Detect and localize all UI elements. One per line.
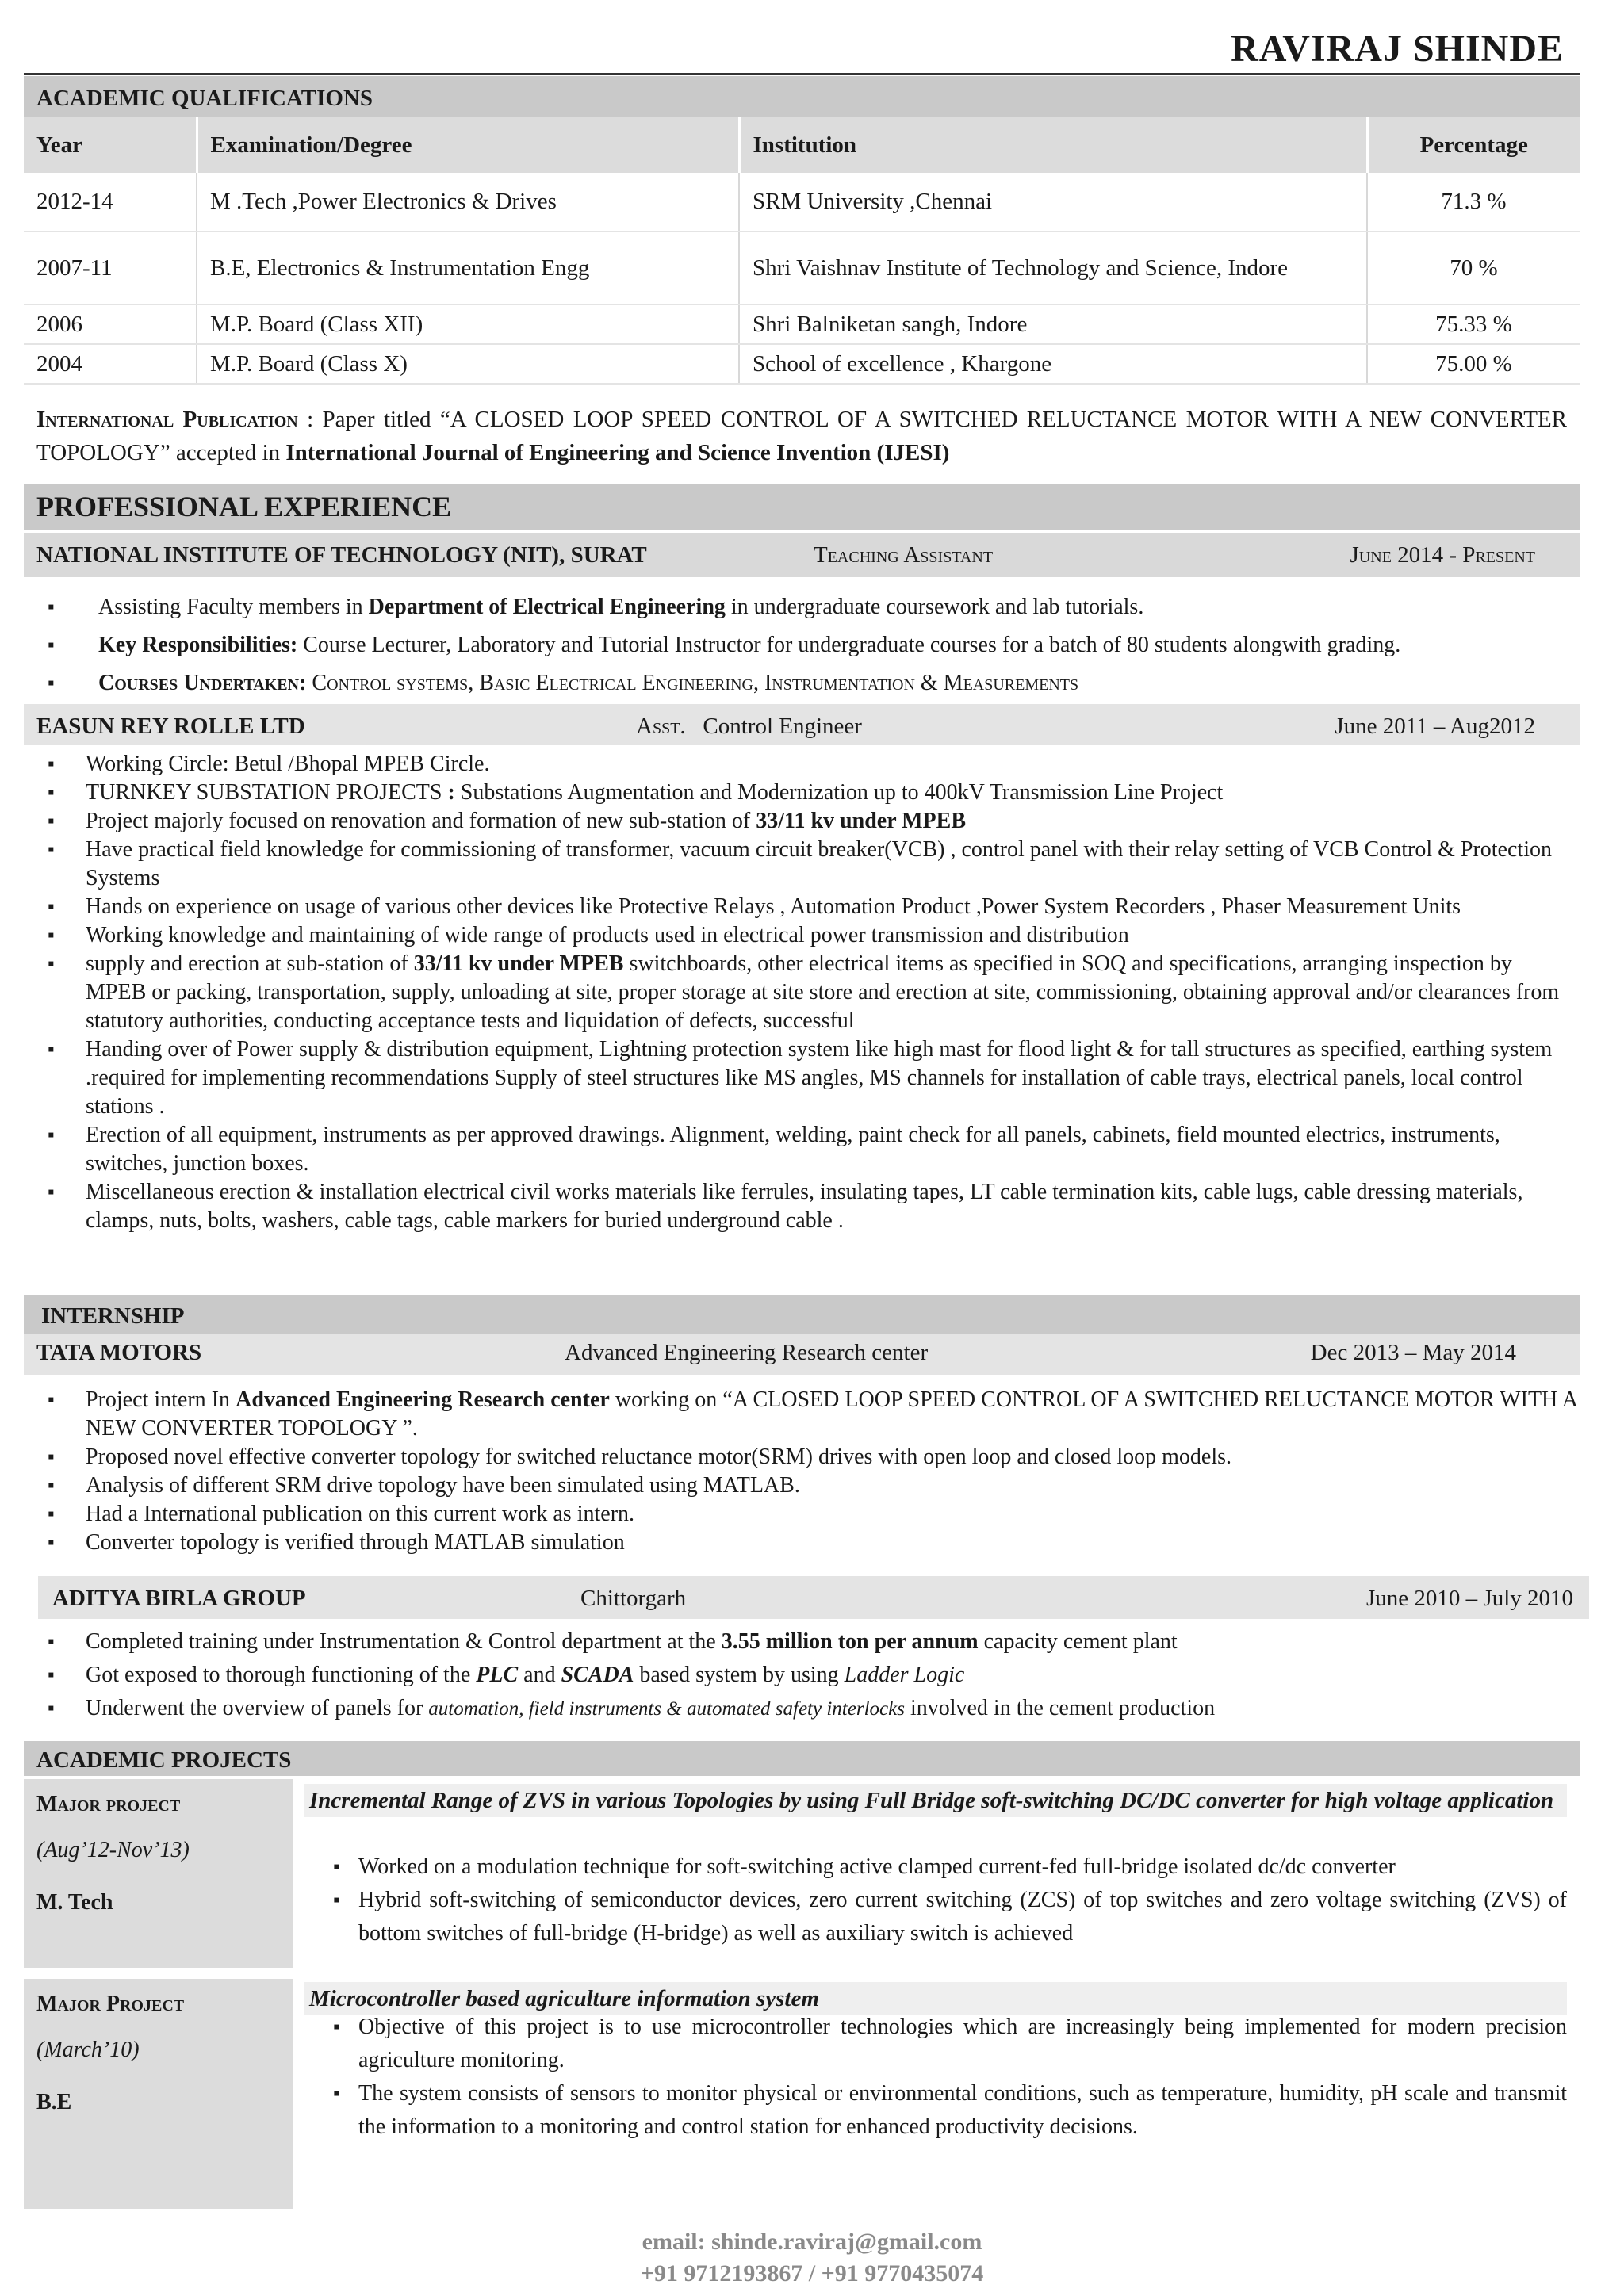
cell-percentage: 70 % [1367,232,1580,304]
publication-journal: International Journal of Engineering and Science Invention (IJESI) [285,440,950,465]
project-2-degree: B.E [36,2090,72,2114]
footer-email: email: shinde.raviraj@gmail.com [642,2229,982,2255]
easun-bullets [48,750,1578,1235]
tata-dates: Dec 2013 – May 2014 [1310,1340,1516,1365]
list-item: ▪ Key Responsibilities: Course Lecturer, Laboratory and Tutorial Instructor for undergraduate courses for a batch of 80 students alongwith grading. [48,626,1554,664]
nit-org: NATIONAL INSTITUTE OF TECHNOLOGY (NIT), SURAT [36,542,647,568]
cell-institution: School of excellence , Khargone [739,344,1367,384]
nit-bullets [48,588,1554,702]
easun-header [24,704,1580,745]
list-item: ▪ Erection of all equipment, instruments as per approved drawings. Alignment, welding, paint check for all panels, cabinets, field mounted electrics, instruments, switches, junction boxes. [48,1121,1578,1178]
aditya-header [38,1576,1589,1619]
cell-degree: M.P. Board (Class X) [197,344,739,384]
list-item: ▪ Project intern In Advanced Engineering Research center working on “A CLOSED LOOP SPEED CONTROL OF A SWITCHED RELUCTANCE MOTOR WITH A NEW CONVERTER TOPOLOGY ”. [48,1386,1578,1443]
cell-percentage: 75.00 % [1367,344,1580,384]
cell-percentage: 71.3 % [1367,173,1580,232]
cell-degree: B.E, Electronics & Instrumentation Engg [197,232,739,304]
projects-section-title: ACADEMIC PROJECTS [24,1741,1580,1776]
project-1-label: Major project [36,1792,181,1816]
table-row [24,232,1580,304]
cell-institution: Shri Vaishnav Institute of Technology and Science, Indore [739,232,1367,304]
project-1-meta [24,1779,293,1968]
academic-section-title: ACADEMIC QUALIFICATIONS [24,76,1580,117]
cell-institution: SRM University ,Chennai [739,173,1367,232]
cell-year: 2006 [24,304,197,344]
list-item: ▪ Objective of this project is to use microcontroller technologies which are increasingly being implemented for modern precision agriculture monitoring. [333,2011,1567,2077]
list-item: ▪ Underwent the overview of panels for automation, field instruments & automated safety interlocks involved in the cement production [48,1692,1578,1726]
header-year: Year [24,117,197,173]
list-item: ▪ Converter topology is verified through MATLAB simulation [48,1529,1578,1557]
list-item: ▪ supply and erection at sub-station of 33/11 kv under MPEB switchboards, other electrical items as specified in SOQ and specifications, arranging inspection by MPEB or packing, transportation, supply, unloading at site, proper storage at site store and erection at site, commissioning, obtaining approval and/or clearances from statutory authorities, conducting acceptance tests and liquidation of defects, successful [48,950,1578,1035]
aditya-place: Chittorgarh [580,1586,687,1611]
list-item: ▪ Analysis of different SRM drive topology have been simulated using MATLAB. [48,1471,1578,1500]
list-item: ▪ Hands on experience on usage of various other devices like Protective Relays , Automation Product ,Power System Recorders , Phaser Measurement Units [48,893,1578,921]
publication-text: : Paper titled “A CLOSED LOOP SPEED CONTROL OF A SWITCHED RELUCTANCE MOTOR WITH A NEW CONVERTER TOPOLOGY” accepted in [36,407,1567,465]
table-row [24,304,1580,344]
project-1-heading: Incremental Range of ZVS in various Topologies by using Full Bridge soft-switching DC/DC converter for high voltage application [304,1784,1567,1817]
project-2-bullets [333,2011,1567,2144]
aditya-dates: June 2010 – July 2010 [1366,1586,1573,1611]
list-item: ▪ The system consists of sensors to monitor physical or environmental conditions, such as temperature, humidity, pH scale and transmit the information to a monitoring and control station for enhanced productivity decisions. [333,2077,1567,2144]
aditya-bullets [48,1625,1578,1726]
internship-section-title: INTERNSHIP [24,1295,1580,1334]
project-1-bullets [333,1850,1567,1950]
list-item: ▪ Proposed novel effective converter topology for switched reluctance motor(SRM) drives with open loop and closed loop models. [48,1443,1578,1471]
list-item: ▪ Got exposed to thorough functioning of the PLC and SCADA based system by using Ladder Logic [48,1659,1578,1692]
list-item: ▪ Project majorly focused on renovation and formation of new sub-station of 33/11 kv under MPEB [48,807,1578,836]
cell-year: 2007-11 [24,232,197,304]
project-2-meta [24,1979,293,2209]
header-percentage: Percentage [1367,117,1580,173]
publication-line [36,403,1567,469]
nit-dates: June 2014 - Present [1350,542,1535,568]
publication-label: International Publication [36,407,298,432]
header-institution: Institution [739,117,1367,173]
list-item: ▪ Courses Undertaken: Control systems, Basic Electrical Engineering, Instrumentation & Measurements [48,664,1554,702]
academic-table [24,117,1580,385]
cell-degree: M.P. Board (Class XII) [197,304,739,344]
list-item: ▪ Miscellaneous erection & installation electrical civil works materials like ferrules, insulating tapes, LT cable termination kits, cable lugs, cable dressing materials, clamps, nuts, bolts, washers, cable tags, cable markers for buried underground cable . [48,1178,1578,1235]
tata-bullets [48,1386,1578,1557]
cell-year: 2012-14 [24,173,197,232]
table-row [24,344,1580,384]
easun-role: Asst. Control Engineer [636,714,862,739]
easun-dates: June 2011 – Aug2012 [1335,714,1535,739]
cell-year: 2004 [24,344,197,384]
project-2-label: Major Project [36,1992,185,2016]
list-item: ▪ Have practical field knowledge for commissioning of transformer, vacuum circuit breaker(VCB) , control panel with their relay setting of VCB Control & Protection Systems [48,836,1578,893]
list-item: ▪ Handing over of Power supply & distribution equipment, Lightning protection system like high mast for flood light & for tall structures as specified, earthing system .required for implementing recommendations Supply of steel structures like MS angles, MS channels for installation of cable trays, electrical panels, local control stations . [48,1035,1578,1121]
project-2-heading: Microcontroller based agriculture information system [304,1982,1567,2015]
cell-percentage: 75.33 % [1367,304,1580,344]
aditya-org: ADITYA BIRLA GROUP [52,1586,306,1611]
footer-phones: +91 9712193867 / +91 9770435074 [640,2260,984,2286]
cell-institution: Shri Balniketan sangh, Indore [739,304,1367,344]
nit-role: Teaching Assistant [814,542,994,568]
tata-org: TATA MOTORS [36,1340,202,1365]
list-item: ▪ Hybrid soft-switching of semiconductor devices, zero current switching (ZCS) of top switches and zero voltage switching (ZVS) of bottom switches of full-bridge (H-bridge) as well as auxiliary switch is achieved [333,1884,1567,1950]
list-item: ▪ Assisting Faculty members in Department of Electrical Engineering in undergraduate coursework and lab tutorials. [48,588,1554,626]
list-item: ▪ Worked on a modulation technique for soft-switching active clamped current-fed full-bridge isolated dc/dc converter [333,1850,1567,1884]
tata-dept: Advanced Engineering Research center [565,1340,929,1365]
experience-section-title: PROFESSIONAL EXPERIENCE [24,484,1580,530]
project-1-date: (Aug’12-Nov’13) [36,1838,190,1862]
list-item: ▪ Had a International publication on this current work as intern. [48,1500,1578,1529]
table-header-row [24,117,1580,173]
easun-org: EASUN REY ROLLE LTD [36,714,305,739]
nit-header [24,533,1580,577]
table-row [24,173,1580,232]
name-divider [24,73,1580,75]
list-item: ▪ Completed training under Instrumentation & Control department at the 3.55 million ton per annum capacity cement plant [48,1625,1578,1659]
list-item: ▪ Working Circle: Betul /Bhopal MPEB Circle. [48,750,1578,779]
cell-degree: M .Tech ,Power Electronics & Drives [197,173,739,232]
header-degree: Examination/Degree [197,117,739,173]
project-2-date: (March’10) [36,2038,140,2062]
list-item: ▪ TURNKEY SUBSTATION PROJECTS : Substations Augmentation and Modernization up to 400kV Transmission Line Project [48,779,1578,807]
project-1-degree: M. Tech [36,1890,113,1915]
list-item: ▪ Working knowledge and maintaining of wide range of products used in electrical power transmission and distribution [48,921,1578,950]
candidate-name: RAVIRAJ SHINDE [1231,28,1564,70]
tata-header [24,1334,1580,1375]
